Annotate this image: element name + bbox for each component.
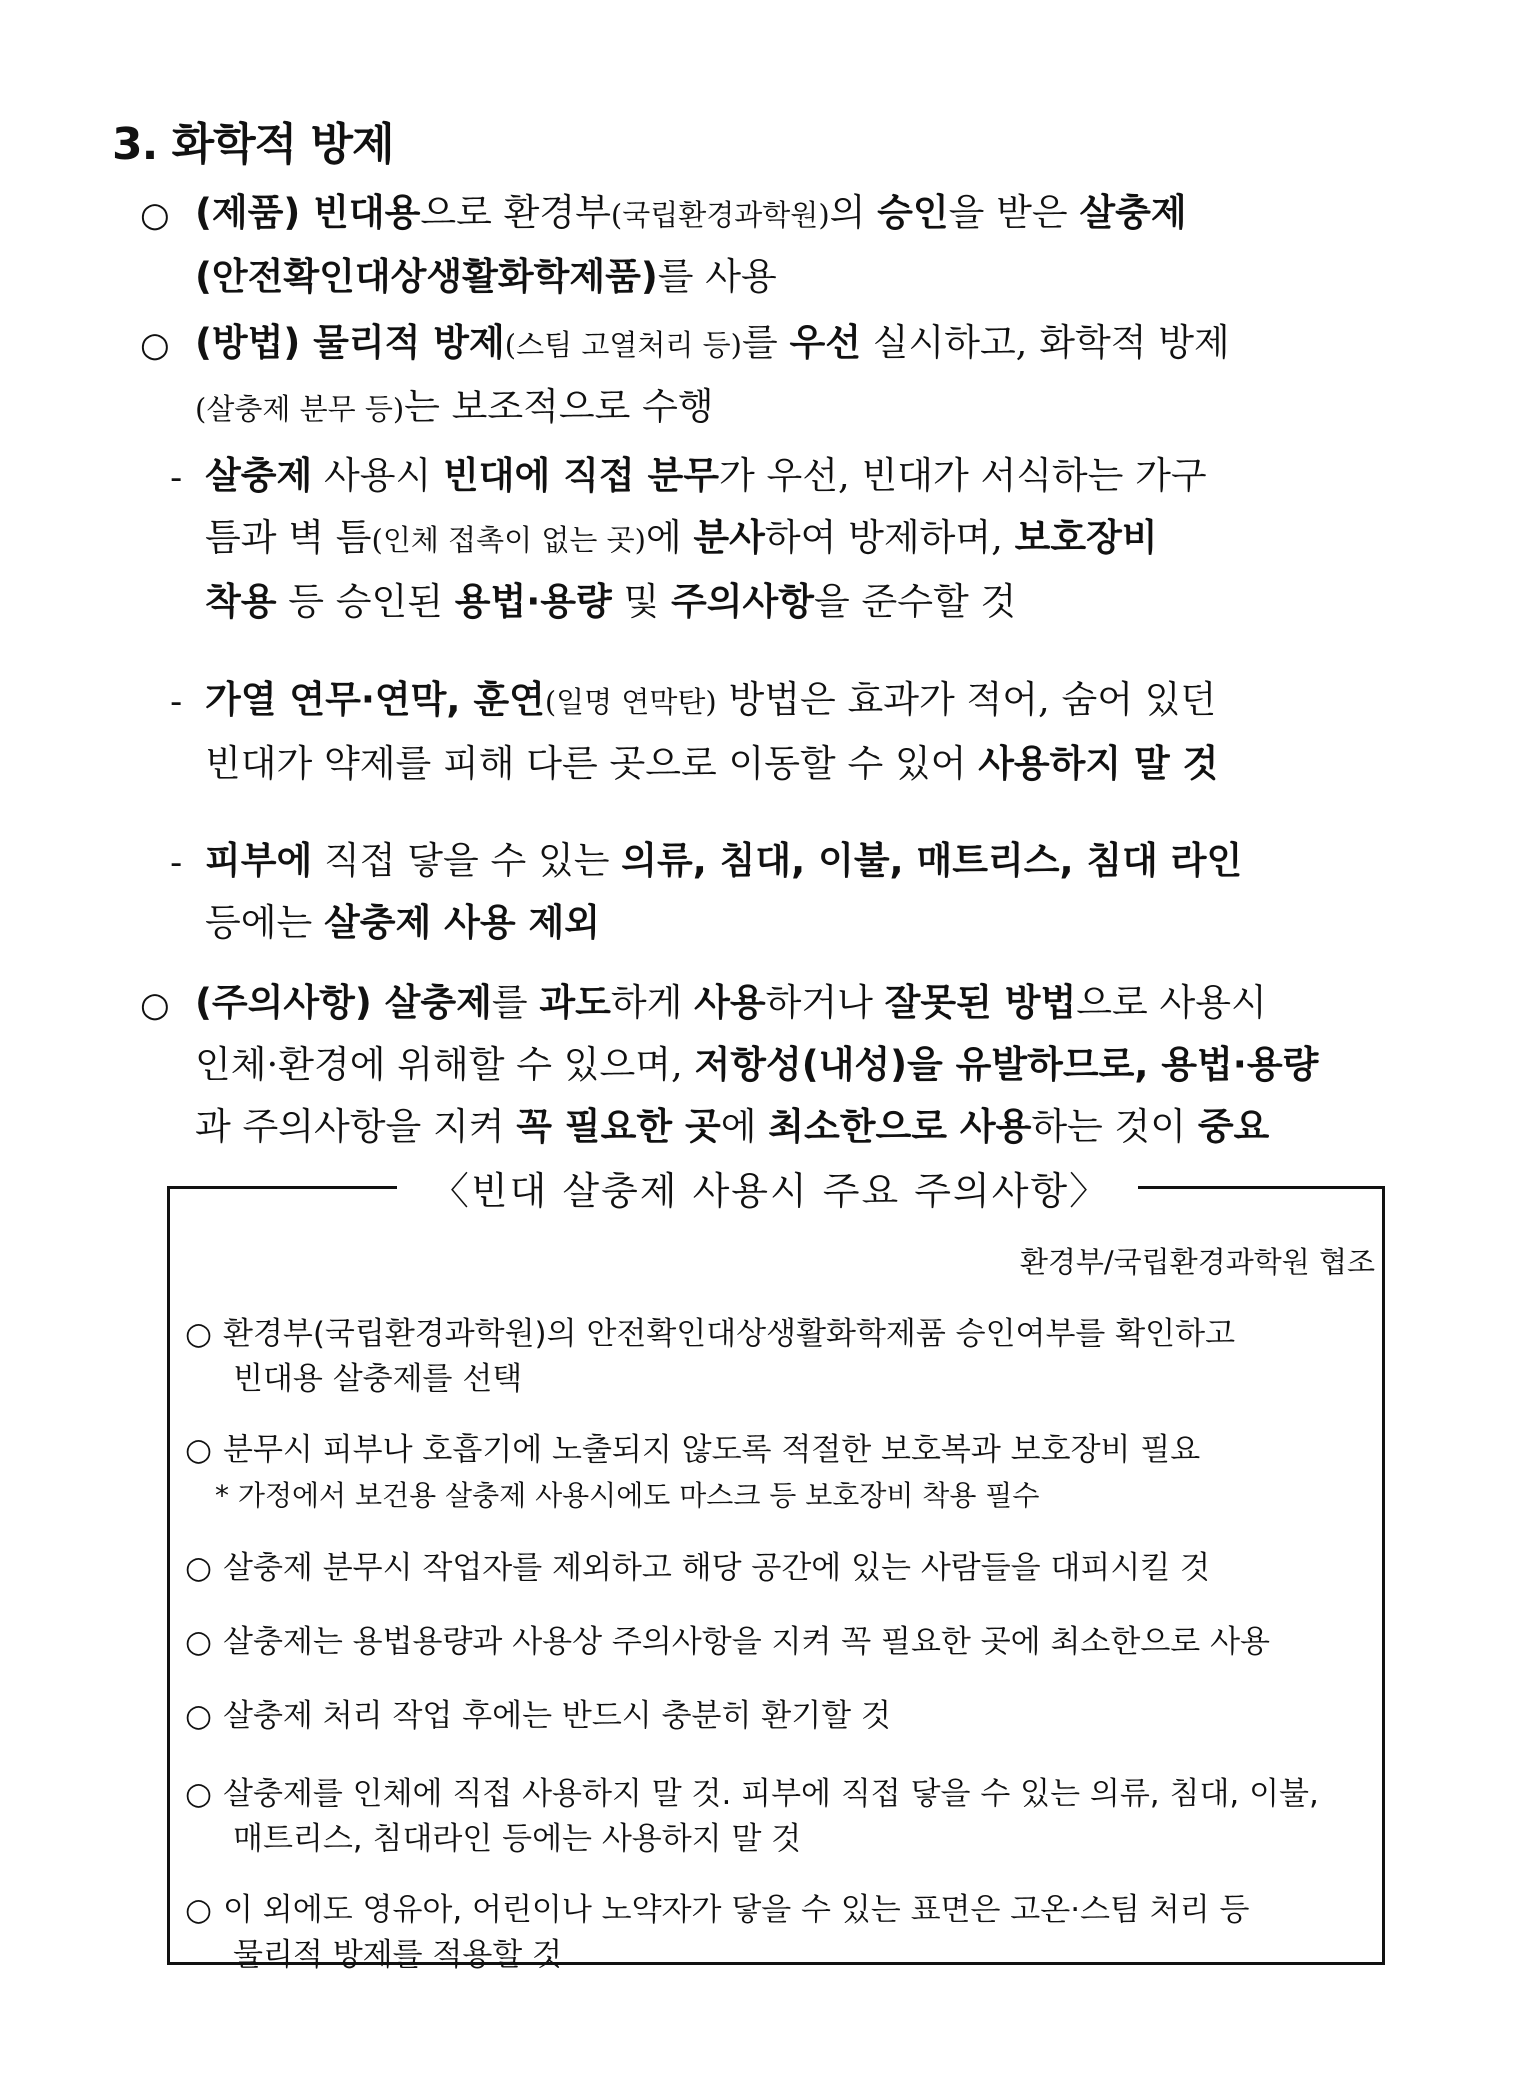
bold-text: (안전확인대상생활화학제품) xyxy=(195,255,658,298)
box-item-continuation: 빈대용 살충제를 선택 xyxy=(233,1361,523,1397)
bold-text: 주의사항 xyxy=(671,580,815,623)
box-border-top-right xyxy=(1138,1186,1385,1189)
bold-text: 사용 xyxy=(694,981,766,1024)
small-text: (국립환경과학원) xyxy=(610,198,830,232)
bold-text: 우선 xyxy=(789,321,861,364)
bold-text: 최소한으로 사용 xyxy=(768,1105,1032,1148)
text: 등 승인된 xyxy=(276,580,455,623)
text: 인체·환경에 위해할 수 있으며, xyxy=(195,1043,695,1086)
bold-text: 과도 xyxy=(539,981,611,1024)
bullet-line xyxy=(195,1096,1318,1158)
bullet-line xyxy=(195,376,1230,440)
bold-text: (제품) 빈대용 xyxy=(195,191,421,234)
small-text: (살충제 분무 등) xyxy=(195,392,405,426)
text: 직접 닿을 수 있는 xyxy=(312,839,622,882)
bold-text: 저항성(내성)을 유발하므로, 용법·용량 xyxy=(694,1043,1319,1086)
text: 빈대가 약제를 피해 다른 곳으로 이동할 수 있어 xyxy=(205,742,979,785)
bullet-caution xyxy=(195,972,1318,1158)
circle-bullet-icon: ○ xyxy=(140,985,170,1025)
bold-text: 잘못된 방법 xyxy=(884,981,1077,1024)
text: 에는 xyxy=(240,901,324,944)
bold-text: 살충제 사용 제외 xyxy=(324,901,600,944)
circle-bullet-icon: ○ xyxy=(185,1624,213,1660)
small-text: (인체 접촉이 없는 곳) xyxy=(371,523,646,557)
text: 방법은 효과가 적어, 숨어 있던 xyxy=(716,678,1217,721)
text: 및 xyxy=(611,580,672,623)
text: 틈과 벽 틈 xyxy=(205,516,372,559)
circle-bullet-icon: ○ xyxy=(185,1698,213,1734)
bold-text: 분사 xyxy=(693,516,765,559)
text: 의 xyxy=(829,191,878,234)
bold-text: 살충제 xyxy=(205,454,313,497)
dash-bullet-icon: - xyxy=(170,843,183,883)
text: 을 준수할 것 xyxy=(814,580,1017,623)
sub-item-line xyxy=(205,830,1242,892)
bold-text: 꼭 필요한 곳 xyxy=(516,1105,721,1148)
text: 하는 것이 xyxy=(1031,1105,1198,1148)
small-text: (스팀 고열처리 등) xyxy=(504,328,742,362)
bold-text: 피부에 xyxy=(205,839,313,882)
bold-text: 중요 xyxy=(1197,1105,1270,1148)
box-item xyxy=(185,1546,1210,1591)
sub-item-spray xyxy=(205,445,1207,633)
bold-text: 보호장비 xyxy=(1014,516,1158,559)
bullet-method xyxy=(195,312,1230,440)
text: 가 우선, 빈대가 서식하는 가구 xyxy=(718,454,1207,497)
bold-text: 가열 연무·연막, 훈연 xyxy=(205,678,545,721)
bold-text: (주의사항) 살충제 xyxy=(195,981,492,1024)
bold-text: 의류, 침대, 이불, 매트리스, 침대 라인 xyxy=(621,839,1243,882)
box-item xyxy=(185,1620,1270,1665)
box-item-text: 환경부(국립환경과학원)의 안전확인대상생활화학제품 승인여부를 확인하고 xyxy=(223,1316,1236,1352)
text: 는 보조적으로 수행 xyxy=(404,385,714,428)
circle-bullet-icon: ○ xyxy=(185,1550,213,1586)
text: 하여 방제하며, xyxy=(764,516,1015,559)
box-item-text: 살충제는 용법용량과 사용상 주의사항을 지켜 꼭 필요한 곳에 최소한으로 사용 xyxy=(223,1624,1270,1660)
box-item-text: 분무시 피부나 호흡기에 노출되지 않도록 적절한 보호복과 보호장비 필요 xyxy=(223,1432,1201,1468)
text: 에 xyxy=(720,1105,769,1148)
circle-bullet-icon: ○ xyxy=(140,195,170,235)
bold-text: 빈대에 직접 분무 xyxy=(442,454,719,497)
bold-text: 사용하지 말 것 xyxy=(978,742,1219,785)
box-item-note: * 가정에서 보건용 살충제 사용시에도 마스크 등 보호장비 착용 필수 xyxy=(215,1479,1040,1512)
box-border-top-left xyxy=(167,1186,397,1189)
text: 사용시 xyxy=(312,454,443,497)
sub-item-line xyxy=(205,669,1218,733)
bullet-line xyxy=(195,182,1187,246)
text: 과 주의사항을 지켜 xyxy=(195,1105,517,1148)
text: 하거나 xyxy=(765,981,885,1024)
circle-bullet-icon: ○ xyxy=(185,1776,213,1812)
box-title: 〈빈대 살충제 사용시 주요 주의사항〉 xyxy=(430,1169,1110,1213)
text: 으로 사용시 xyxy=(1076,981,1267,1024)
dash-bullet-icon: - xyxy=(170,458,183,498)
text: 에 xyxy=(645,516,694,559)
sub-item-line xyxy=(205,571,1207,633)
box-item xyxy=(185,1428,1200,1518)
sub-item-skin xyxy=(205,830,1242,954)
sub-item-line xyxy=(205,892,1242,954)
bold-text: 살충제 xyxy=(1079,191,1187,234)
bullet-line xyxy=(195,246,1187,308)
text: 하게 xyxy=(610,981,695,1024)
box-item-text: 살충제 분무시 작업자를 제외하고 해당 공간에 있는 사람들을 대피시킬 것 xyxy=(223,1550,1211,1586)
bold-text: 착용 xyxy=(205,580,277,623)
bold-text: 승인 xyxy=(877,191,949,234)
text: 으로 환경부 xyxy=(420,191,611,234)
bold-text: 용법·용량 xyxy=(454,580,612,623)
box-item-text: 이 외에도 영유아, 어린이나 노약자가 닿을 수 있는 표면은 고온·스팀 처리 등 xyxy=(223,1892,1250,1928)
box-item-continuation: 매트리스, 침대라인 등에는 사용하지 말 것 xyxy=(233,1821,802,1857)
box-item-text: 살충제 처리 작업 후에는 반드시 충분히 환기할 것 xyxy=(223,1698,891,1734)
text: 실시하고, 화학적 방제 xyxy=(860,321,1230,364)
circle-bullet-icon: ○ xyxy=(185,1892,213,1928)
sub-item-line xyxy=(205,507,1207,571)
sub-item-line xyxy=(205,445,1207,507)
bullet-line xyxy=(195,312,1230,376)
box-item xyxy=(185,1772,1319,1862)
dash-bullet-icon: - xyxy=(170,682,183,722)
small-text: (일명 연막탄) xyxy=(544,685,717,719)
bold-text: (방법) 물리적 방제 xyxy=(195,321,505,364)
bullet-line xyxy=(195,1034,1318,1096)
circle-bullet-icon: ○ xyxy=(140,325,170,365)
circle-bullet-icon: ○ xyxy=(185,1316,213,1352)
section-title: 3. 화학적 방제 xyxy=(112,119,394,170)
bullet-product xyxy=(195,182,1187,308)
text: 를 xyxy=(741,321,790,364)
text: 등 xyxy=(205,901,241,944)
box-item-text: 살충제를 인체에 직접 사용하지 말 것. 피부에 직접 닿을 수 있는 의류, 침대, 이불, xyxy=(223,1776,1319,1812)
box-item xyxy=(185,1694,891,1739)
box-item-continuation: 물리적 방제를 적용할 것 xyxy=(233,1937,563,1973)
text: 를 xyxy=(491,981,540,1024)
box-credit: 환경부/국립환경과학원 협조 xyxy=(1019,1245,1375,1279)
sub-item-fog xyxy=(205,669,1218,795)
circle-bullet-icon: ○ xyxy=(185,1432,213,1468)
sub-item-line xyxy=(205,733,1218,795)
box-item xyxy=(185,1312,1235,1402)
box-item xyxy=(185,1888,1249,1978)
text: 를 사용 xyxy=(657,255,777,298)
text: 을 받은 xyxy=(948,191,1080,234)
bullet-line xyxy=(195,972,1318,1034)
